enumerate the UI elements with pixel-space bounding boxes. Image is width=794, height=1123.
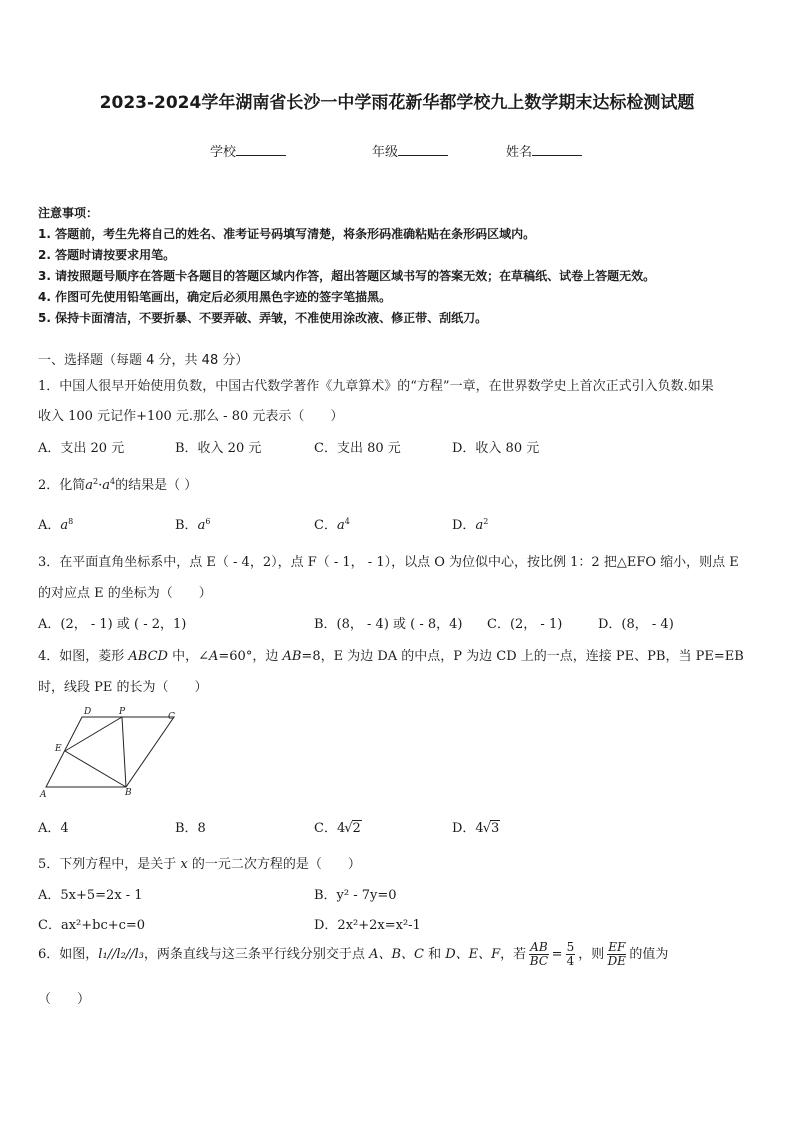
label-c: C <box>168 712 175 722</box>
segment-pb <box>122 717 126 787</box>
notes-heading: 注意事项： <box>38 206 99 220</box>
name-blank <box>532 143 582 156</box>
segment-eb <box>65 751 126 787</box>
school-field <box>210 141 286 160</box>
grade-label: 年级 <box>372 145 399 160</box>
q2-stem: 2．化简$a^2\cdot a^4$的结果是（ ） <box>38 477 198 493</box>
school-label: 学校 <box>210 145 237 160</box>
label-b: B <box>125 788 132 798</box>
notes-item: 5. 保持卡面清洁，不要折暴、不要弄破、弄皱，不准使用涂改液、修正带、刮纸刀。 <box>38 311 488 325</box>
notes-item: 4. 作图可先使用铅笔画出，确定后必须用黑色字迹的签字笔描黑。 <box>38 290 392 304</box>
label-d: D <box>84 707 92 717</box>
fraction-5-4: $\frac{5}{4}$ <box>566 940 575 968</box>
q4-line2: 时，线段 PE 的长为（ ） <box>38 680 208 695</box>
q4-line1: 4．如图，菱形 ABCD 中，∠A=60°，边 AB=8，E 为边 DA 的中点，P 为边 CD 上的一点，连接 PE、PB，当 PE=EB <box>38 649 744 664</box>
grade-blank <box>398 143 448 156</box>
q4-option-d: D．4√3 <box>452 821 500 836</box>
q5-stem: 5．下列方程中，是关于 x 的一元二次方程的是（ ） <box>38 857 361 872</box>
fraction-ab-bc: $\frac{AB}{BC}$ <box>529 940 549 968</box>
q3-option-c: C．(2， - 1) <box>487 617 563 632</box>
q5-option-d: D．2x²+2x=x²-1 <box>314 918 421 933</box>
notes-block <box>38 203 655 329</box>
q4-option-b: B．8 <box>175 821 206 836</box>
rhombus-figure <box>34 705 184 800</box>
q1-line1: 1．中国人很早开始使用负数，中国古代数学著作《九章算术》的“方程”一章，在世界数学史上首次正式引入负数.如果 <box>38 379 714 394</box>
q3-option-a: A．(2， - 1) 或 ( - 2，1) <box>38 617 187 632</box>
name-field <box>506 141 582 160</box>
q2-option-a: A．$a^8$ <box>38 517 74 533</box>
q3-option-d: D．(8， - 4) <box>598 617 674 632</box>
q4-option-a: A．4 <box>38 821 69 836</box>
q3-option-b: B．(8， - 4) 或 ( - 8，4) <box>314 617 463 632</box>
notes-item: 2. 答题时请按要求用笔。 <box>38 248 176 262</box>
school-blank <box>236 143 286 156</box>
label-e: E <box>55 744 62 754</box>
q4-option-c: C．4√2 <box>314 821 361 836</box>
page-title: 2023-2024学年湖南省长沙一中学雨花新华都学校九上数学期末达标检测试题 <box>99 93 695 113</box>
section-heading: 一、选择题（每题 4 分，共 48 分） <box>38 353 249 368</box>
notes-item: 1. 答题前，考生先将自己的姓名、准考证号码填写清楚，将条形码准确粘贴在条形码区域内。 <box>38 227 536 241</box>
q5-option-c: C．ax²+bc+c=0 <box>38 918 146 933</box>
q1-option-b: B．收入 20 元 <box>175 441 262 456</box>
q3-line1: 3．在平面直角坐标系中，点 E（ - 4，2），点 F（ - 1， - 1），以点 O 为位似中心，按比例 1：2 把△EFO 缩小，则点 E <box>38 555 739 570</box>
grade-field <box>372 141 448 160</box>
q5-option-a: A．5x+5=2x - 1 <box>38 888 143 903</box>
q3-line2: 的对应点 E 的坐标为（ ） <box>38 586 212 601</box>
q2-option-b: B．$a^6$ <box>175 517 211 533</box>
name-label: 姓名 <box>506 145 533 160</box>
rhombus-outline <box>46 717 174 787</box>
q2-option-d: D．$a^2$ <box>452 517 489 533</box>
fraction-ef-de: $\frac{EF}{DE}$ <box>607 940 626 968</box>
q1-option-a: A．支出 20 元 <box>38 441 125 456</box>
q6-line2: （ ） <box>38 992 91 1007</box>
q1-option-d: D．收入 80 元 <box>452 441 540 456</box>
q1-option-c: C．支出 80 元 <box>314 441 401 456</box>
q1-line2: 收入 100 元记作+100 元.那么 - 80 元表示（ ） <box>38 409 344 424</box>
notes-item: 3. 请按照题号顺序在答题卡各题目的答题区域内作答，超出答题区域书写的答案无效；在草稿纸、试卷上答题无效。 <box>38 269 656 283</box>
q5-option-b: B．y² - 7y=0 <box>314 888 397 903</box>
q2-option-c: C．$a^4$ <box>314 517 350 533</box>
label-p: P <box>119 707 126 717</box>
label-a: A <box>40 790 47 800</box>
q6-stem: 6．如图，l₁//l₂//l₃，两条直线与这三条平行线分别交于点 A、B、C 和 D、E、F，若 $\frac{AB}{BC}$ = $\frac{5}{4}$ ，则 $\frac{EF}{DE}$ 的值为 <box>38 940 669 968</box>
